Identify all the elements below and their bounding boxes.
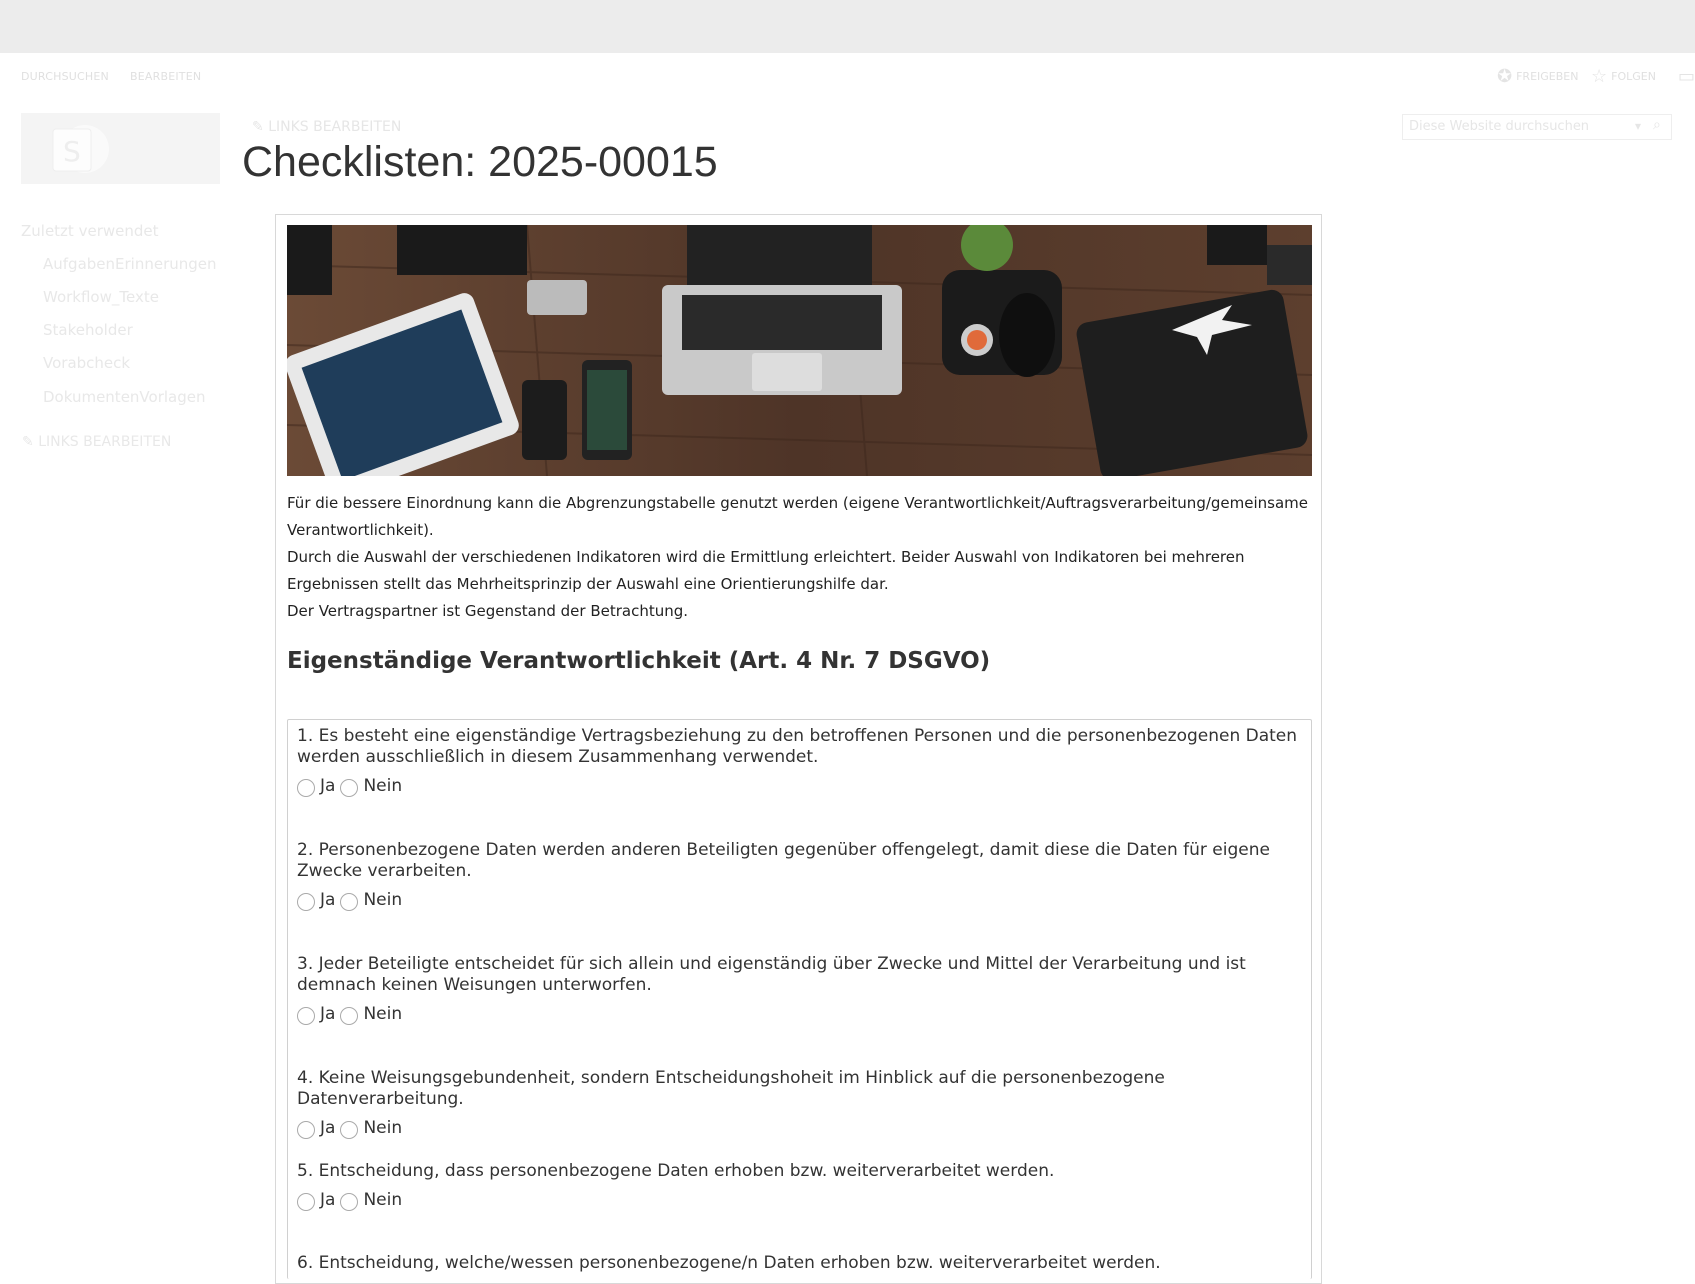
share-label: FREIGEBEN: [1516, 70, 1579, 83]
radio-no-label: Nein: [363, 776, 403, 796]
radio-no-label: Nein: [363, 1190, 403, 1210]
radio-no-label: Nein: [363, 1118, 403, 1138]
question-1: [297, 726, 1302, 797]
quicklaunch-item-vorabcheck[interactable]: Vorabcheck: [43, 354, 131, 372]
radio-yes[interactable]: [297, 893, 315, 911]
ribbon-tab-edit[interactable]: BEARBEITEN: [130, 70, 202, 83]
chevron-down-icon[interactable]: ▾: [1635, 119, 1642, 133]
quicklaunch-edit-links-label: LINKS BEARBEITEN: [38, 434, 172, 450]
sharepoint-logo-icon: [37, 121, 127, 177]
radio-no-label: Nein: [363, 1004, 403, 1024]
radio-no-label: Nein: [363, 890, 403, 910]
quicklaunch-edit-links[interactable]: ✎ LINKS BEARBEITEN: [22, 434, 172, 450]
intro-paragraph-3: Der Vertragspartner ist Gegenstand der Betrachtung.: [287, 602, 689, 620]
edit-links-top-label: LINKS BEARBEITEN: [268, 119, 402, 135]
suite-bar: [0, 0, 1695, 53]
radio-no[interactable]: [340, 1007, 358, 1025]
question-text: 1. Es besteht eine eigenständige Vertragsbeziehung zu den betroffenen Personen und die personenbezogenen Daten werden ausschließlich in diesem Zusammenhang verwendet.: [297, 726, 1298, 767]
focus-icon: ▭: [1678, 66, 1695, 87]
section-heading: Eigenständige Verantwortlichkeit (Art. 4 Nr. 7 DSGVO): [287, 648, 991, 674]
radio-yes-label: Ja: [320, 1004, 336, 1024]
quicklaunch-item-stakeholder[interactable]: Stakeholder: [43, 321, 133, 339]
focus-button[interactable]: [1678, 66, 1695, 87]
question-3: [297, 954, 1302, 1025]
quicklaunch-item-aufgaben[interactable]: AufgabenErinnerungen: [43, 255, 217, 273]
ribbon-tab-browse[interactable]: DURCHSUCHEN: [21, 70, 109, 83]
share-icon: ✪: [1497, 66, 1513, 87]
question-5: [297, 1161, 1302, 1211]
intro-text: [287, 490, 1312, 625]
search-input[interactable]: Diese Website durchsuchen: [1409, 119, 1590, 134]
follow-label: FOLGEN: [1611, 70, 1656, 83]
quicklaunch-heading[interactable]: Zuletzt verwendet: [21, 222, 159, 240]
question-text: 4. Keine Weisungsgebundenheit, sondern Entscheidungshoheit im Hinblick auf die personenbezogene Datenverarbeitung.: [297, 1068, 1165, 1109]
intro-paragraph-2: Durch die Auswahl der verschiedenen Indikatoren wird die Ermittlung erleichtert. Beider Auswahl von Indikatoren bei mehreren Ergebnissen stellt das Mehrheitsprinzip der Auswahl eine Orientierungshilfe dar.: [287, 548, 1245, 593]
radio-no[interactable]: [340, 1121, 358, 1139]
intro-paragraph-1: Für die bessere Einordnung kann die Abgrenzungstabelle genutzt werden (eigene Verantwortlichkeit/Auftragsverarbeitung/gemeinsame Verantwortlichkeit).: [287, 494, 1309, 539]
ribbon: [0, 53, 1695, 99]
star-icon: ☆: [1591, 66, 1608, 87]
quicklaunch-item-vorlagen[interactable]: DokumentenVorlagen: [43, 388, 206, 406]
svg-text:S: S: [63, 135, 81, 168]
radio-yes-label: Ja: [320, 1118, 336, 1138]
radio-yes-label: Ja: [320, 890, 336, 910]
question-text: 6. Entscheidung, welche/wessen personenbezogene/n Daten erhoben bzw. weiterverarbeitet werden.: [297, 1253, 1161, 1273]
question-text: 5. Entscheidung, dass personenbezogene Daten erhoben bzw. weiterverarbeitet werden.: [297, 1161, 1055, 1181]
share-button[interactable]: [1497, 66, 1578, 87]
question-text: 3. Jeder Beteiligte entscheidet für sich allein und eigenständig über Zwecke und Mittel der Verarbeitung und ist demnach keinen Weisungen unterworfen.: [297, 954, 1246, 995]
radio-yes[interactable]: [297, 1007, 315, 1025]
question-text: 2. Personenbezogene Daten werden anderen Beteiligten gegenüber offengelegt, damit diese die Daten für eigene Zwecke verarbeiten.: [297, 840, 1270, 881]
edit-links-top[interactable]: ✎ LINKS BEARBEITEN: [252, 119, 402, 135]
radio-no[interactable]: [340, 1193, 358, 1211]
search-icon[interactable]: ⌕: [1653, 117, 1661, 133]
banner-image: [287, 225, 1312, 476]
radio-no[interactable]: [340, 893, 358, 911]
page-title: Checklisten: 2025-00015: [242, 138, 718, 186]
radio-yes-label: Ja: [320, 1190, 336, 1210]
search-box[interactable]: [1402, 114, 1672, 140]
quicklaunch-item-workflow[interactable]: Workflow_Texte: [43, 288, 159, 306]
question-2: [297, 840, 1302, 911]
site-logo[interactable]: [21, 113, 220, 184]
question-4: [297, 1068, 1302, 1139]
radio-yes[interactable]: [297, 1121, 315, 1139]
radio-yes[interactable]: [297, 1193, 315, 1211]
radio-yes-label: Ja: [320, 776, 336, 796]
radio-no[interactable]: [340, 779, 358, 797]
follow-button[interactable]: [1591, 66, 1656, 87]
question-6: [297, 1253, 1302, 1274]
radio-yes[interactable]: [297, 779, 315, 797]
